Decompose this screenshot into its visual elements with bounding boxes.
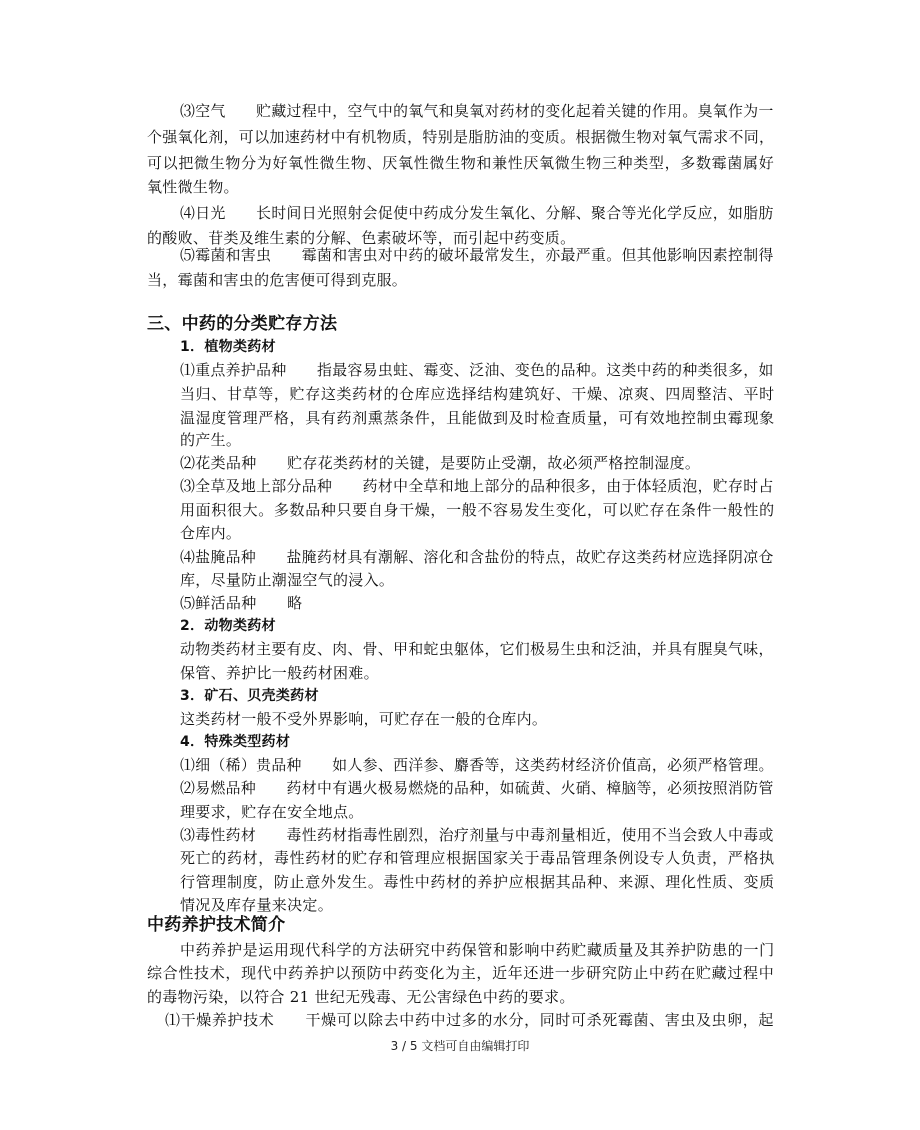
text-line: ⑵花类品种 贮存花类药材的关键，是要防止受潮，故必须严格控制湿度。 <box>180 454 701 472</box>
text-line: 的酸败、苷类及维生素的分解、色素破坏等，而引起中药变质。 <box>147 229 576 247</box>
text-line: 行管理制度，防止意外发生。毒性中药材的养护应根据其品种、来源、理化性质、变质 <box>180 873 775 891</box>
text-line: ⑴干燥养护技术 干燥可以除去中药中过多的水分，同时可杀死霉菌、害虫及虫卵，起 <box>165 1011 775 1029</box>
text-line: 中药养护是运用现代科学的方法研究中药保管和影响中药贮藏质量及其养护防患的一门 <box>180 941 775 959</box>
section-heading: 三、中药的分类贮存方法 <box>147 314 338 334</box>
text-line: 氧性微生物。 <box>147 178 239 196</box>
page-footer: 3 / 5 文档可自由编辑打印 <box>390 1039 530 1053</box>
text-line: 仓库内。 <box>180 524 242 542</box>
text-line: 理要求，贮存在安全地点。 <box>180 803 364 821</box>
text-line: 个强氧化剂，可以加速药材中有机物质，特别是脂肪油的变质。根据微生物对氧气需求不同， <box>147 128 775 146</box>
text-line: 情况及库存量来决定。 <box>180 896 334 914</box>
text-line: 保管、养护比一般药材困难。 <box>180 664 379 682</box>
text-line: ⑴细（稀）贵品种 如人参、西洋参、麝香等，这类药材经济价值高，必须严格管理。 <box>180 756 774 774</box>
text-line: 可以把微生物分为好氧性微生物、厌氧性微生物和兼性厌氧微生物三种类型，多数霉菌属好 <box>147 154 775 172</box>
text-line: ⑶毒性药材 毒性药材指毒性剧烈，治疗剂量与中毒剂量相近，使用不当会致人中毒或 <box>180 826 774 844</box>
text-line: ⑶全草及地上部分品种 药材中全草和地上部分的品种很多，由于体轻质泡，贮存时占 <box>180 477 774 495</box>
text-line: 动物类药材主要有皮、肉、骨、甲和蛇虫躯体，它们极易生虫和泛油，并具有腥臭气味， <box>180 640 774 658</box>
text-line: 当，霉菌和害虫的危害便可得到克服。 <box>147 271 408 289</box>
text-line: 用面积很大。多数品种只要自身干燥，一般不容易发生变化，可以贮存在条件一般性的 <box>180 501 775 519</box>
text-line: 的产生。 <box>180 431 242 449</box>
subsection-heading: 4．特殊类型药材 <box>180 734 291 750</box>
text-line: 温湿度管理严格，具有药剂熏蒸条件，且能做到及时检查质量，可有效地控制虫霉现象 <box>180 409 775 427</box>
text-line: ⑷盐腌品种 盐腌药材具有潮解、溶化和含盐份的特点，故贮存这类药材应选择阴凉仓 <box>180 548 774 566</box>
subsection-heading: 2．动物类药材 <box>180 618 276 634</box>
text-line: 当归、甘草等，贮存这类药材的仓库应选择结构建筑好、干燥、凉爽、四周整洁、平时 <box>180 385 775 403</box>
text-line: 综合性技术，现代中药养护以预防中药变化为主，近年还进一步研究防止中药在贮藏过程中 <box>147 964 775 982</box>
text-line: 的毒物污染，以符合 21 世纪无残毒、无公害绿色中药的要求。 <box>147 988 575 1006</box>
subsection-heading: 3．矿石、贝壳类药材 <box>180 688 319 704</box>
text-line: ⑴重点养护品种 指最容易虫蛀、霉变、泛油、变色的品种。这类中药的种类很多，如 <box>180 361 774 379</box>
text-line: ⑸霉菌和害虫 霉菌和害虫对中药的破坏最常发生，亦最严重。但其他影响因素控制得 <box>180 246 774 264</box>
text-line: ⑸鲜活品种 略 <box>180 594 303 612</box>
text-line: ⑵易燃品种 药材中有遇火极易燃烧的品种，如硫黄、火硝、樟脑等，必须按照消防管 <box>180 779 774 797</box>
text-line: ⑶空气 贮藏过程中，空气中的氧气和臭氧对药材的变化起着关键的作用。臭氧作为一 <box>180 102 774 120</box>
section-heading: 中药养护技术简介 <box>147 915 286 935</box>
text-line: 这类药材一般不受外界影响，可贮存在一般的仓库内。 <box>180 710 548 728</box>
subsection-heading: 1．植物类药材 <box>180 339 276 355</box>
text-line: 死亡的药材，毒性药材的贮存和管理应根据国家关于毒品管理条例设专人负责，严格执 <box>180 849 775 867</box>
text-line: ⑷日光 长时间日光照射会促使中药成分发生氧化、分解、聚合等光化学反应，如脂肪 <box>180 204 774 222</box>
text-line: 库，尽量防止潮湿空气的浸入。 <box>180 571 395 589</box>
